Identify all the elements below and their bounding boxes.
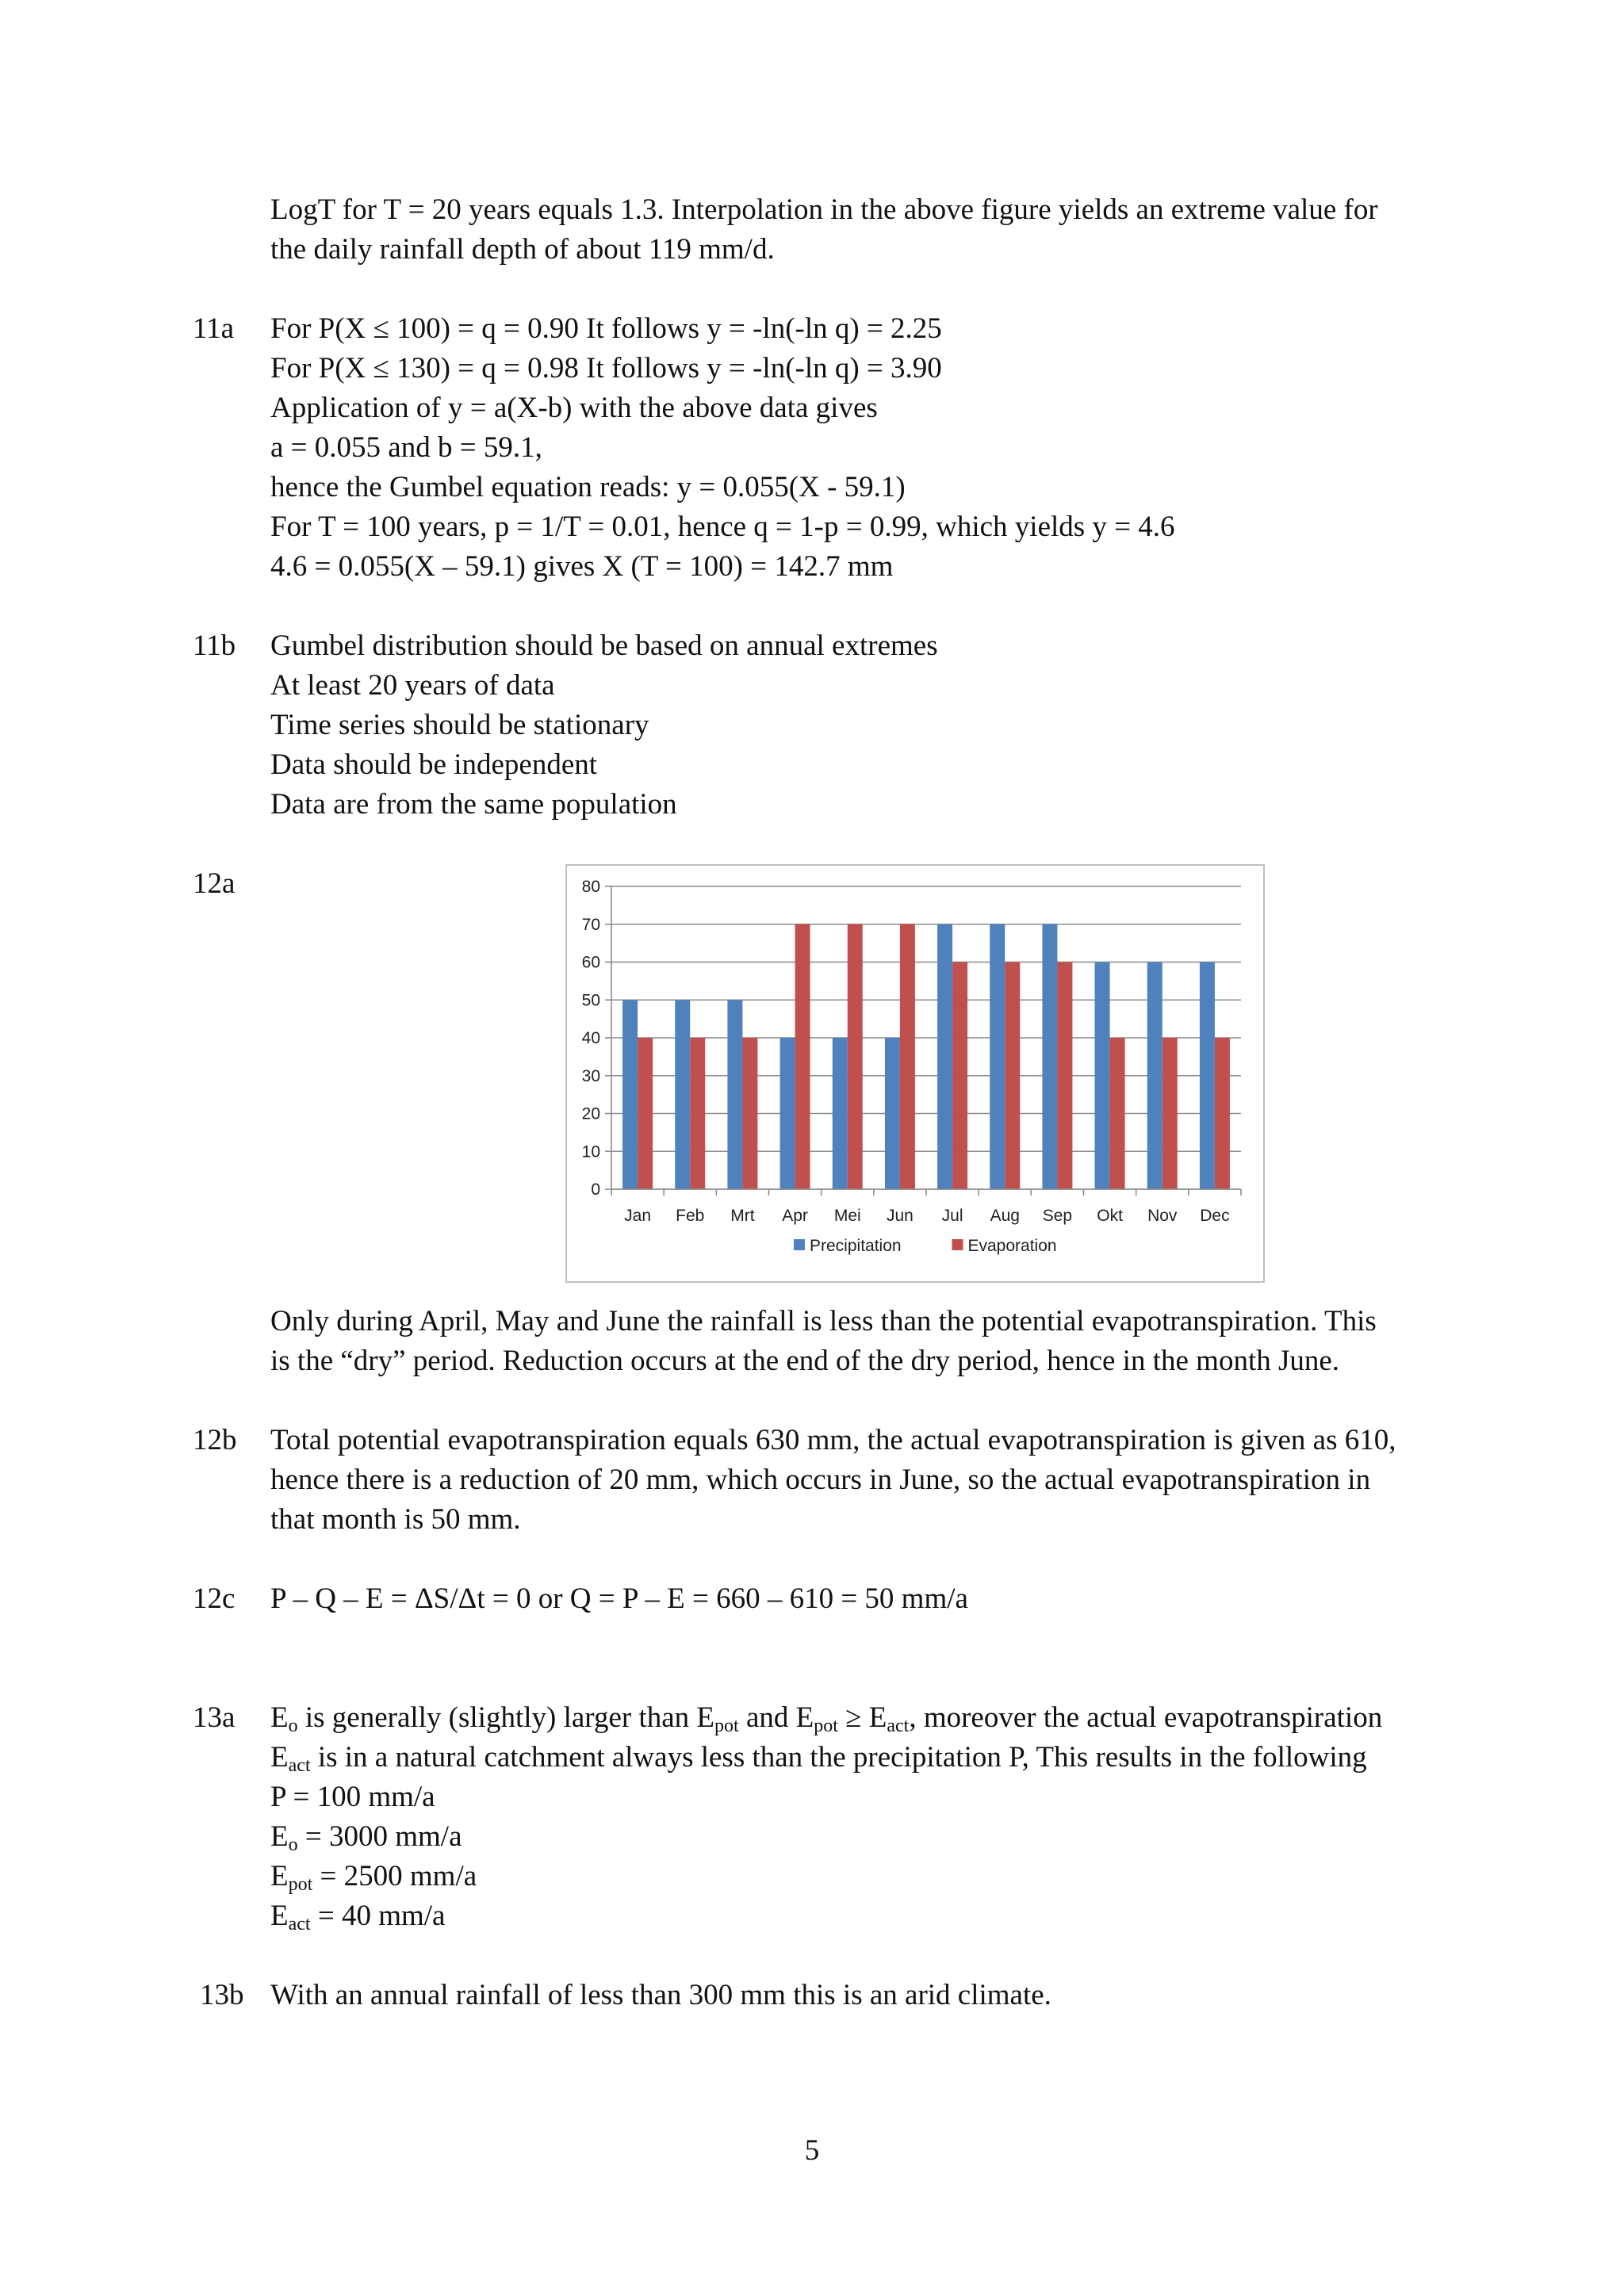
question-label-13b: 13b bbox=[200, 1979, 244, 2011]
bar-evaporation bbox=[1162, 1038, 1178, 1189]
x-tick-label: Feb bbox=[676, 1207, 705, 1225]
bar-evaporation bbox=[1110, 1038, 1125, 1189]
bar-evaporation bbox=[742, 1038, 757, 1189]
symbol-e: E bbox=[868, 1701, 887, 1734]
symbol-e: E bbox=[795, 1701, 814, 1734]
intro-line-2: the daily rainfall depth of about 119 mm/d. bbox=[270, 233, 775, 266]
bar-precipitation bbox=[675, 1000, 690, 1189]
question-label-12a: 12a bbox=[193, 867, 236, 900]
bar-precipitation bbox=[622, 1000, 638, 1189]
bar-evaporation bbox=[795, 924, 810, 1189]
bar-evaporation bbox=[952, 962, 967, 1190]
answer-12a-line: Only during April, May and June the rainfall is less than the potential evapotranspiration. This bbox=[270, 1305, 1377, 1337]
symbol-e: E bbox=[270, 1701, 289, 1734]
bar-precipitation bbox=[1147, 962, 1162, 1190]
subscript-pot: pot bbox=[288, 1874, 313, 1895]
x-tick-label: Jun bbox=[886, 1207, 914, 1225]
x-tick-label: Dec bbox=[1200, 1207, 1230, 1225]
y-tick-label: 30 bbox=[581, 1066, 600, 1085]
answer-12b-line: Total potential evapotranspiration equals 630 mm, the actual evapotranspiration is given as 610, bbox=[270, 1424, 1396, 1456]
answer-11b-line: Time series should be stationary bbox=[270, 709, 649, 741]
answer-13a-epot-value bbox=[270, 1857, 477, 1896]
text-segment: , moreover the actual evapotranspiration bbox=[909, 1701, 1383, 1734]
answer-11b-line: Gumbel distribution should be based on annual extremes bbox=[270, 629, 938, 662]
bar-evaporation bbox=[1005, 962, 1020, 1190]
x-tick-label: Mei bbox=[833, 1207, 861, 1225]
legend-label-precipitation: Precipitation bbox=[810, 1237, 902, 1255]
question-label-12c: 12c bbox=[193, 1582, 236, 1615]
answer-11a-line: hence the Gumbel equation reads: y = 0.055(X - 59.1) bbox=[270, 471, 906, 503]
bar-precipitation bbox=[937, 924, 952, 1189]
x-tick-label: Mrt bbox=[730, 1207, 755, 1225]
answer-13a-line-1 bbox=[270, 1698, 1382, 1738]
precipitation-evaporation-chart bbox=[565, 864, 1265, 1283]
answer-13a-eo-value bbox=[270, 1817, 462, 1857]
bar-evaporation bbox=[848, 924, 863, 1189]
subscript-act: act bbox=[288, 1755, 311, 1776]
symbol-e: E bbox=[270, 1860, 289, 1892]
intro-line-1: LogT for T = 20 years equals 1.3. Interpolation in the above figure yields an extreme value for bbox=[270, 193, 1378, 226]
x-tick-label: Okt bbox=[1097, 1207, 1123, 1225]
y-tick-label: 70 bbox=[581, 915, 600, 934]
text-segment: = 3000 mm/a bbox=[297, 1820, 462, 1853]
text-segment: is generally (slightly) larger than bbox=[297, 1701, 697, 1734]
answer-11a-line: 4.6 = 0.055(X – 59.1) gives X (T = 100) = 142.7 mm bbox=[270, 550, 894, 583]
answer-11a-line: For T = 100 years, p = 1/T = 0.01, hence q = 1-p = 0.99, which yields y = 4.6 bbox=[270, 511, 1175, 543]
answer-12b-line: that month is 50 mm. bbox=[270, 1503, 521, 1536]
answer-11a-line: a = 0.055 and b = 59.1, bbox=[270, 431, 542, 464]
bar-evaporation bbox=[900, 924, 915, 1189]
answer-13b-line: With an annual rainfall of less than 300 mm this is an arid climate. bbox=[270, 1979, 1051, 2011]
bar-precipitation bbox=[885, 1038, 900, 1189]
subscript-act: act bbox=[288, 1914, 311, 1934]
y-tick-label: 60 bbox=[581, 953, 600, 972]
page-number: 5 bbox=[804, 2134, 820, 2167]
question-label-11a: 11a bbox=[193, 312, 235, 345]
answer-12b-line: hence there is a reduction of 20 mm, which occurs in June, so the actual evapotranspiration in bbox=[270, 1464, 1371, 1496]
x-tick-label: Apr bbox=[782, 1207, 808, 1225]
y-tick-label: 0 bbox=[591, 1181, 600, 1199]
y-tick-label: 20 bbox=[581, 1104, 600, 1123]
legend-swatch-precipitation bbox=[794, 1239, 805, 1250]
bar-precipitation bbox=[1042, 924, 1057, 1189]
subscript-pot: pot bbox=[814, 1716, 838, 1736]
answer-11a-line: Application of y = a(X-b) with the above data gives bbox=[270, 392, 878, 424]
answer-12a-line: is the “dry” period. Reduction occurs at the end of the dry period, hence in the month June. bbox=[270, 1345, 1340, 1377]
bar-evaporation bbox=[638, 1038, 653, 1189]
x-tick-label: Sep bbox=[1042, 1207, 1073, 1225]
y-tick-label: 40 bbox=[581, 1029, 600, 1047]
x-tick-label: Aug bbox=[990, 1207, 1020, 1225]
bar-evaporation bbox=[1215, 1038, 1230, 1189]
y-tick-label: 50 bbox=[581, 991, 600, 1010]
symbol-e: E bbox=[270, 1741, 289, 1774]
answer-13a-eact-value bbox=[270, 1896, 445, 1936]
bar-precipitation bbox=[833, 1038, 848, 1189]
text-segment: = 40 mm/a bbox=[310, 1900, 446, 1932]
y-tick-label: 80 bbox=[581, 878, 600, 896]
question-label-11b: 11b bbox=[193, 629, 236, 662]
bar-precipitation bbox=[780, 1038, 795, 1189]
bar-evaporation bbox=[1057, 962, 1072, 1190]
symbol-e: E bbox=[270, 1900, 289, 1932]
answer-11b-line: Data should be independent bbox=[270, 748, 598, 781]
bar-precipitation bbox=[990, 924, 1005, 1189]
answer-12c-line: P – Q – E = ΔS/Δt = 0 or Q = P – E = 660 – 610 = 50 mm/a bbox=[270, 1582, 968, 1615]
x-tick-label: Jan bbox=[624, 1207, 652, 1225]
answer-11a-line: For P(X ≤ 100) = q = 0.90 It follows y = -ln(-ln q) = 2.25 bbox=[270, 312, 942, 345]
x-tick-label: Jul bbox=[941, 1207, 963, 1225]
text-segment: is in a natural catchment always less than the precipitation P, This results in the following bbox=[310, 1741, 1367, 1774]
answer-11b-line: Data are from the same population bbox=[270, 788, 677, 821]
bar-precipitation bbox=[1200, 962, 1215, 1190]
question-label-12b: 12b bbox=[193, 1424, 237, 1456]
subscript-pot: pot bbox=[714, 1716, 739, 1736]
text-segment: ≥ bbox=[837, 1701, 869, 1734]
y-tick-label: 10 bbox=[581, 1142, 600, 1161]
answer-11a-line: For P(X ≤ 130) = q = 0.98 It follows y = -ln(-ln q) = 3.90 bbox=[270, 352, 942, 385]
answer-13a-p-value: P = 100 mm/a bbox=[270, 1781, 435, 1813]
answer-11b-line: At least 20 years of data bbox=[270, 669, 555, 702]
answer-13a-line-2 bbox=[270, 1738, 1367, 1777]
text-segment: = 2500 mm/a bbox=[312, 1860, 477, 1892]
subscript-act: act bbox=[887, 1716, 910, 1736]
question-label-13a: 13a bbox=[193, 1701, 236, 1734]
subscript-o: o bbox=[288, 1835, 298, 1855]
text-segment: and bbox=[738, 1701, 796, 1734]
symbol-e: E bbox=[270, 1820, 289, 1853]
x-tick-label: Nov bbox=[1147, 1207, 1178, 1225]
legend-swatch-evaporation bbox=[952, 1239, 963, 1250]
legend-label-evaporation: Evaporation bbox=[967, 1237, 1057, 1255]
bar-evaporation bbox=[690, 1038, 705, 1189]
bar-precipitation bbox=[727, 1000, 742, 1189]
subscript-o: o bbox=[288, 1716, 298, 1736]
bar-precipitation bbox=[1095, 962, 1110, 1190]
chart-canvas bbox=[567, 866, 1263, 1281]
symbol-e: E bbox=[696, 1701, 715, 1734]
